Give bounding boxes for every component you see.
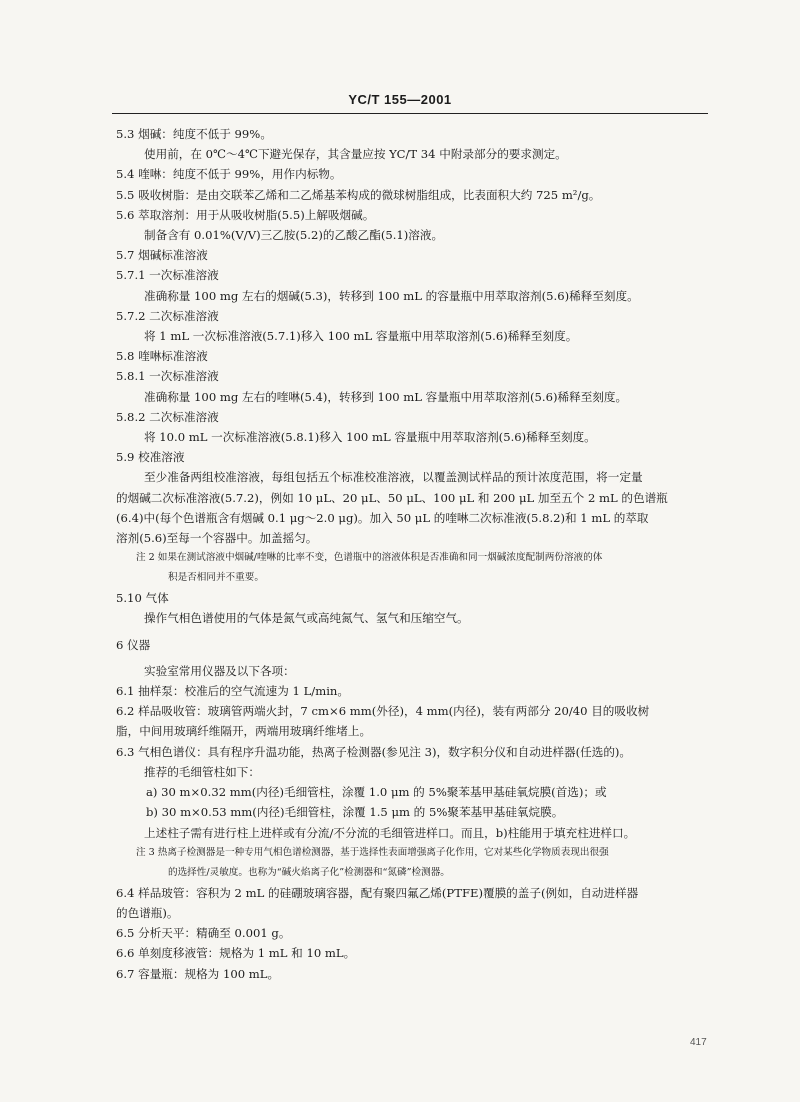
text-line: 脂，中间用玻璃纤维隔开，两端用玻璃纤维堵上。 bbox=[116, 724, 372, 739]
text-line: 准确称量 100 mg 左右的烟碱(5.3)，转移到 100 mL 的容量瓶中用萃取溶剂(5.6)稀释至刻度。 bbox=[144, 288, 639, 303]
text-line: 至少准备两组校准溶液，每组包括五个标准校准溶液，以覆盖测试样品的预计浓度范围，将一定量 bbox=[144, 470, 643, 485]
text-line: 的色谱瓶)。 bbox=[116, 905, 179, 920]
page-header: YC/T 155—2001 bbox=[348, 92, 452, 107]
text-line: 6.4 样品玻管：容积为 2 mL 的硅硼玻璃容器，配有聚四氟乙烯(PTFE)覆膜的盖子(例如，自动进样器 bbox=[116, 885, 639, 900]
text-line: 5.3 烟碱：纯度不低于 99%。 bbox=[116, 127, 272, 141]
text-line: 5.5 吸收树脂：是由交联苯乙烯和二乙烯基苯构成的微球树脂组成，比表面积大约 725 m²/g。 bbox=[116, 187, 601, 202]
text-line: 操作气相色谱使用的气体是氮气或高纯氮气、氢气和压缩空气。 bbox=[144, 611, 469, 626]
document-body bbox=[116, 124, 706, 984]
text-line: 6.5 分析天平：精确至 0.001 g。 bbox=[116, 926, 291, 941]
text-line: 准确称量 100 mg 左右的喹啉(5.4)，转移到 100 mL 容量瓶中用萃取溶剂(5.6)稀释至刻度。 bbox=[144, 389, 628, 404]
note-line: 积是否相同并不重要。 bbox=[168, 572, 264, 584]
text-line: 上述柱子需有进行柱上进样或有分流/不分流的毛细管进样口。而且，b)柱能用于填充柱进样口。 bbox=[144, 825, 636, 840]
text-line: 5.9 校准溶液 bbox=[116, 450, 185, 465]
text-line: 将 1 mL 一次标准溶液(5.7.1)移入 100 mL 容量瓶中用萃取溶剂(5.6)稀释至刻度。 bbox=[144, 329, 578, 344]
text-line: 6.3 气相色谱仪：具有程序升温功能，热离子检测器(参见注 3)，数字积分仪和自动进样器(任选的)。 bbox=[116, 744, 632, 759]
text-line: 制备含有 0.01%(V/V)三乙胺(5.2)的乙酸乙酯(5.1)溶液。 bbox=[144, 228, 444, 243]
text-line: 5.4 喹啉：纯度不低于 99%，用作内标物。 bbox=[116, 167, 342, 182]
text-line: 推荐的毛细管柱如下： bbox=[144, 764, 260, 779]
text-line: 6.1 抽样泵：校准后的空气流速为 1 L/min。 bbox=[116, 684, 349, 699]
header-rule bbox=[112, 113, 708, 114]
text-line: 使用前，在 0℃～4℃下避光保存，其含量应按 YC/T 34 中附录部分的要求测定。 bbox=[144, 147, 567, 162]
text-line: (6.4)中(每个色谱瓶含有烟碱 0.1 μg～2.0 μg)。加入 50 μL 的喹啉二次标准液(5.8.2)和 1 mL 的萃取 bbox=[116, 510, 649, 525]
text-line: 5.10 气体 bbox=[116, 591, 169, 606]
text-line: 5.8.1 一次标准溶液 bbox=[116, 369, 219, 384]
page-number: 417 bbox=[690, 1037, 707, 1048]
text-line: b) 30 m×0.53 mm(内径)毛细管柱，涂覆 1.5 μm 的 5%聚苯基甲基硅氧烷膜。 bbox=[146, 805, 564, 820]
text-line: 6.7 容量瓶：规格为 100 mL。 bbox=[116, 966, 280, 981]
text-line: 6.6 单刻度移液管：规格为 1 mL 和 10 mL。 bbox=[116, 946, 356, 961]
text-line: 的烟碱二次标准溶液(5.7.2)，例如 10 μL、20 μL、50 μL、100 μL 和 200 μL 加至五个 2 mL 的色谱瓶 bbox=[116, 490, 668, 505]
text-line: 5.8.2 二次标准溶液 bbox=[116, 409, 219, 424]
text-line: 6.2 样品吸收管：玻璃管两端火封，7 cm×6 mm(外径)，4 mm(内径)，装有两部分 20/40 目的吸收树 bbox=[116, 704, 650, 719]
note-line: 的选择性/灵敏度。也称为“碱火焰离子化”检测器和“氮磷”检测器。 bbox=[168, 866, 450, 878]
text-line: a) 30 m×0.32 mm(内径)毛细管柱，涂覆 1.0 μm 的 5%聚苯基甲基硅氧烷膜(首选)；或 bbox=[146, 785, 607, 800]
text-line: 5.7.1 一次标准溶液 bbox=[116, 268, 219, 283]
text-line: 实验室常用仪器及以下各项： bbox=[144, 663, 295, 678]
note-line: 注 2 如果在测试溶液中烟碱/喹啉的比率不变，色谱瓶中的溶液体积是否准确和同一烟碱浓度配制两份溶液的体 bbox=[136, 552, 603, 564]
text-line: 5.7 烟碱标准溶液 bbox=[116, 248, 208, 263]
text-line: 5.6 萃取溶剂：用于从吸收树脂(5.5)上解吸烟碱。 bbox=[116, 207, 375, 222]
text-line: 5.7.2 二次标准溶液 bbox=[116, 308, 219, 323]
text-line: 5.8 喹啉标准溶液 bbox=[116, 349, 208, 364]
note-line: 注 3 热离子检测器是一种专用气相色谱检测器，基于选择性表面增强离子化作用，它对某些化学物质表现出很强 bbox=[136, 846, 609, 858]
text-line: 6 仪器 bbox=[116, 637, 151, 652]
text-line: 溶剂(5.6)至每一个容器中。加盖摇匀。 bbox=[116, 531, 318, 546]
text-line: 将 10.0 mL 一次标准溶液(5.8.1)移入 100 mL 容量瓶中用萃取溶剂(5.6)稀释至刻度。 bbox=[144, 430, 596, 445]
